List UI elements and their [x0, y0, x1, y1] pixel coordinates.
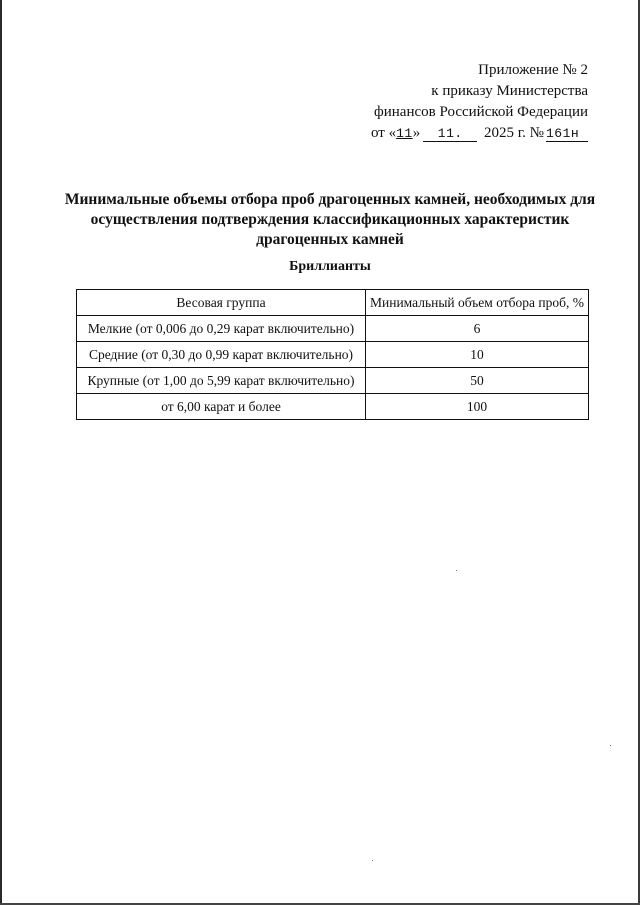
table-row	[77, 316, 589, 342]
row-value: 50	[366, 368, 589, 394]
row-group: Мелкие (от 0,006 до 0,29 карат включительно)	[77, 316, 366, 342]
row-group: Крупные (от 1,00 до 5,99 карат включительно)	[77, 368, 366, 394]
appendix-header	[348, 60, 588, 144]
scan-speck	[610, 745, 611, 746]
appendix-ministry: финансов Российской Федерации	[374, 104, 588, 120]
order-number-blank	[546, 126, 588, 142]
table-header-row	[77, 290, 589, 316]
date-prefix: от «	[371, 125, 397, 141]
title-line-3: драгоценных камней	[256, 231, 404, 248]
order-number: 161н	[546, 126, 580, 141]
date-day: 11	[396, 126, 413, 141]
row-group: Средние (от 0,30 до 0,99 карат включительно)	[77, 342, 366, 368]
date-month-blank	[423, 126, 477, 142]
table-row	[77, 342, 589, 368]
date-month: 11.	[437, 126, 463, 141]
scan-edge-left	[0, 0, 2, 905]
header-min-sample: Минимальный объем отбора проб, %	[366, 290, 589, 316]
scan-speck	[456, 570, 457, 571]
date-year: 2025 г. №	[483, 125, 544, 141]
row-value: 10	[366, 342, 589, 368]
row-value: 6	[366, 316, 589, 342]
row-value: 100	[366, 394, 589, 420]
scan-speck	[372, 860, 373, 861]
table-row	[77, 394, 589, 420]
appendix-number: Приложение № 2	[478, 62, 588, 78]
table-row	[77, 368, 589, 394]
title-line-1: Минимальные объемы отбора проб драгоценных камней, необходимых для	[64, 191, 596, 208]
weight-group-table	[76, 289, 589, 420]
row-group: от 6,00 карат и более	[77, 394, 366, 420]
date-quote-close: »	[412, 125, 421, 141]
appendix-date-line	[348, 123, 588, 144]
header-weight-group: Весовая группа	[77, 290, 366, 316]
document-title	[60, 190, 600, 250]
appendix-order-ref: к приказу Министерства	[431, 83, 588, 99]
section-subtitle: Бриллианты	[289, 259, 371, 274]
title-line-2: осуществления подтверждения классификационных характеристик	[90, 211, 570, 228]
